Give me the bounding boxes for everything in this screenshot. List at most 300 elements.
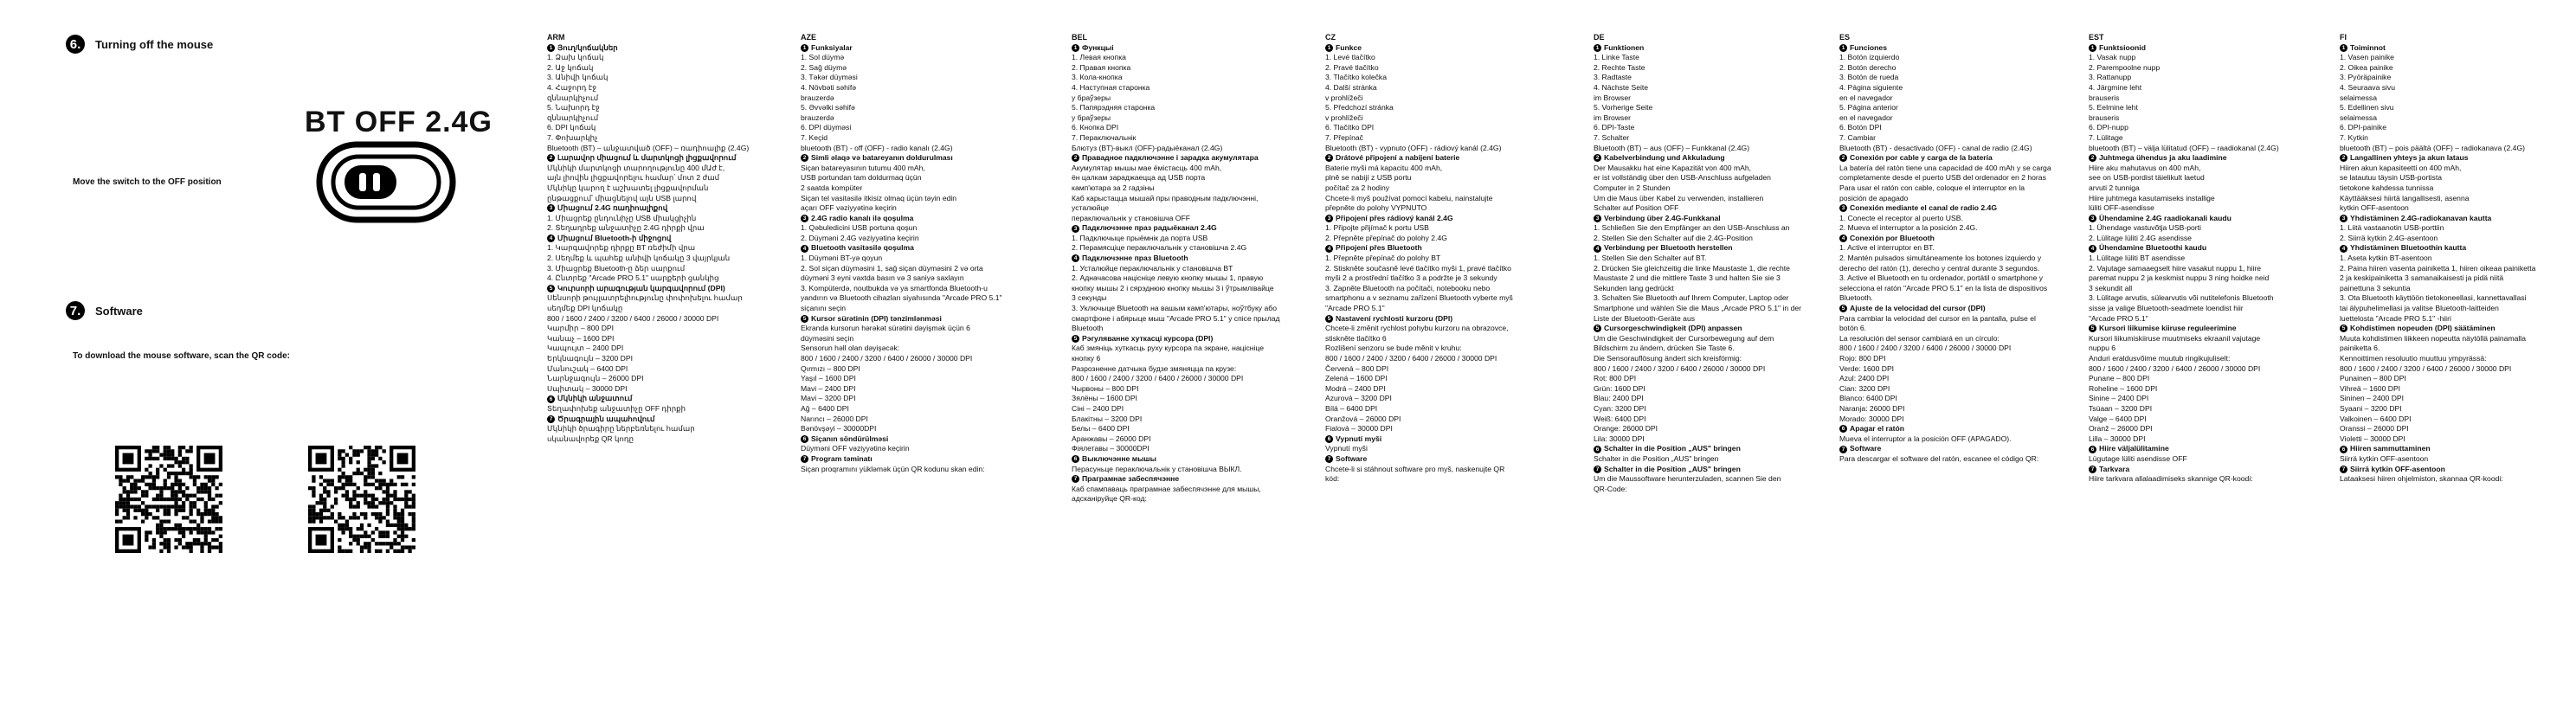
line-text: 6. DPI-painike [2340, 123, 2386, 132]
text-line [2089, 424, 2314, 434]
text-line [2340, 264, 2565, 274]
step-number: 5 [1325, 315, 1333, 323]
step-number: 3 [547, 204, 555, 212]
text-line [2340, 93, 2565, 104]
line-text: Ühendamine Bluetoothi kaudu [2099, 243, 2207, 253]
text-line [547, 164, 772, 174]
section-heading [801, 153, 1026, 164]
line-text: Bluetooth vasitəsilə qoşulma [811, 243, 914, 253]
line-text: Azul: 2400 DPI [1839, 374, 1890, 383]
text-line [2340, 73, 2565, 83]
line-text: Функцыі [1082, 42, 1114, 52]
text-line [1839, 334, 2064, 344]
line-text: 2. Mueva el interruptor a la posición 2.4G. [1839, 223, 1978, 233]
text-line [1072, 293, 1297, 304]
line-text: Verbindung per Bluetooth herstellen [1604, 243, 1733, 253]
line-text: luettelosta "Arcade PRO 5.1" -hiiri [2340, 313, 2451, 323]
text-line [1072, 273, 1297, 284]
line-text: Die Sensorauflösung ändert sich kreisförmig: [1594, 354, 1742, 363]
line-text: 7. Cambiar [1839, 132, 1877, 142]
text-line [1839, 324, 2064, 334]
language-code: DE [1594, 33, 1605, 42]
text-line [547, 113, 772, 124]
line-text: 1. Düyməni BT-yə qoyun [801, 254, 883, 263]
line-text: 2. Адначасова націсніце левую кнопку мышы 1, правую [1072, 273, 1264, 283]
text-line [1072, 113, 1297, 124]
text-line [547, 264, 772, 274]
text-line [2089, 374, 2314, 384]
text-line [1594, 133, 1819, 144]
line-text: siçanını seçin [801, 304, 847, 313]
line-text: Hiire tarkvara allalaadimiseks skannige QR-koodi: [2089, 474, 2253, 484]
line-text: 800 / 1600 / 2400 / 3200 / 6400 / 26000 / 30000 DPI [2340, 363, 2512, 373]
line-text: 1. Linke Taste [1594, 53, 1639, 62]
text-line [1594, 474, 1819, 485]
text-line [1325, 273, 1550, 284]
line-text: кнопку мышы 2 і сярэднюю кнопку мышы 3 і ўтрымлівайце [1072, 283, 1274, 292]
line-text: Bluetooth (BT) – aus (OFF) – Funkkanal (2.4G) [1594, 143, 1750, 152]
line-text: Computer in 2 Stunden [1594, 183, 1671, 192]
text-line [801, 103, 1026, 113]
line-text: 7. Přepínač [1325, 132, 1363, 142]
line-text: Fialová – 30000 DPI [1325, 424, 1393, 434]
text-line [2089, 434, 2314, 445]
line-text: Siirrä kytkin OFF-asentoon [2340, 453, 2429, 463]
text-line [1839, 293, 2064, 304]
text-line [801, 63, 1026, 74]
text-line [2340, 414, 2565, 425]
line-text: lüliti OFF-asendisse [2089, 203, 2154, 213]
text-line [1325, 173, 1550, 183]
line-text: Juhtmega ühendus ja aku laadimine [2099, 153, 2227, 163]
text-line [2340, 203, 2565, 214]
line-text: Smartphone und wählen Sie die Maus „Arcade PRO 5.1" in der [1594, 304, 1801, 313]
section-heading [1325, 434, 1550, 445]
text-line [1072, 485, 1297, 495]
text-line [1839, 364, 2064, 375]
step-number: 7 [801, 455, 808, 463]
section-heading [2089, 243, 2314, 254]
line-text: Միացում Bluetooth-ի միջոցով [557, 233, 672, 242]
text-line [1594, 344, 1819, 354]
text-line [1839, 344, 2064, 354]
text-line [547, 223, 772, 234]
text-line [1325, 444, 1550, 454]
text-line [1072, 344, 1297, 354]
line-text: Նարնջագույն – 26000 DPI [547, 374, 644, 383]
line-text: кнопку 6 [1072, 354, 1101, 363]
line-text: 3. Кола-кнопка [1072, 73, 1123, 82]
step-number: 5 [2340, 324, 2347, 332]
language-column-cz [1325, 33, 1550, 485]
line-text: düyməsini seçin [801, 333, 854, 343]
line-text: 1. Stellen Sie den Schalter auf BT. [1594, 254, 1707, 263]
line-text: այն լիովին լիցքավորելու համար՝ մոտ 2 ժամ [547, 173, 720, 183]
line-text: Schalter in die Position „AUS" bringen [1594, 453, 1719, 463]
line-text: v prohlížeči [1325, 93, 1363, 102]
section-heading [547, 234, 772, 244]
line-text: Մկնիկի անջատում [557, 394, 633, 403]
line-text: смартфоне і абярыце мыш "Arcade PRO 5.1" у спісе прылад [1072, 313, 1280, 323]
line-text: er ist vollständig über den USB-Anschluss aufgeladen [1594, 173, 1771, 183]
line-text: 5. Edellinen sivu [2340, 103, 2394, 112]
text-line [1594, 103, 1819, 113]
text-line [547, 133, 772, 144]
line-text: Կանաչ – 1600 DPI [547, 333, 615, 343]
line-text: Conexión mediante el canal de radio 2.4G [1850, 203, 1998, 213]
text-line [1072, 284, 1297, 294]
text-line [1594, 113, 1819, 124]
line-text: 1. Lülitage lüliti BT asendisse [2089, 254, 2186, 263]
line-text: Чырвоны – 800 DPI [1072, 383, 1139, 393]
line-text: камп'ютара за 2 гадзіны [1072, 183, 1155, 192]
line-text: 800 / 1600 / 2400 / 3200 / 6400 / 26000 / 30000 DPI [2089, 363, 2261, 373]
line-text: Կուրսորի արագության կարգավորում (DPI) [557, 283, 725, 292]
language-column-est [2089, 33, 2314, 485]
line-text: 2. Paina hiiren vasenta painiketta 1, hiiren oikeaa painiketta [2340, 263, 2536, 273]
text-line [547, 254, 772, 264]
line-text: 3. Rattanupp [2089, 73, 2132, 82]
step-number: 7 [547, 415, 555, 423]
line-text: Cyan: 3200 DPI [1594, 403, 1646, 413]
line-text: 3. Zapněte Bluetooth na počítači, notebooku nebo [1325, 283, 1491, 292]
text-line [1325, 374, 1550, 384]
line-text: Funksiyalar [811, 42, 853, 52]
line-text: Oranž – 26000 DPI [2089, 424, 2153, 434]
line-text: 2. Տեղադրեք անջատիչը 2.4G դիրքի վրա [547, 223, 705, 233]
text-line [1325, 384, 1550, 395]
text-line [1839, 273, 2064, 284]
line-text: přepněte do polohy VYPNUTO [1325, 203, 1427, 213]
text-line [801, 284, 1026, 294]
step-number: 7 [1325, 455, 1333, 463]
line-text: 3. Միացրեք Bluetooth-ը ձեր սարքում [547, 263, 686, 273]
text-line [801, 164, 1026, 174]
language-column-arm [547, 33, 772, 444]
line-text: Software [1850, 444, 1882, 453]
line-text: 1. Vasen painike [2340, 53, 2394, 62]
line-text: 1. Schließen Sie den Empfänger an den USB-Anschluss an [1594, 223, 1790, 233]
line-text: ընթացքում՝ միացնելով այն USB լարով [547, 193, 697, 202]
step-number: 7 [1839, 446, 1847, 453]
step-number: 3 [1072, 225, 1079, 233]
text-line [801, 424, 1026, 434]
line-text: Drátové připojení a nabíjení baterie [1336, 153, 1460, 163]
text-line [801, 173, 1026, 183]
line-text: 2. Siirrä kytkin 2.4G-asentoon [2340, 233, 2438, 242]
line-text: пераключальнік у становішча OFF [1072, 213, 1190, 222]
line-text: Правадное падключэнне і зарадка акумулятара [1082, 153, 1259, 163]
line-text: Каб змяніць хуткасць руху курсора па экране, націсніце [1072, 344, 1265, 353]
text-line [1594, 334, 1819, 344]
line-text: Cursorgeschwindigkeit (DPI) anpassen [1604, 324, 1742, 333]
text-line [1072, 394, 1297, 404]
text-line [1839, 434, 2064, 445]
line-text: Разрозненне датчыка будзе змяняцца па крузе: [1072, 363, 1237, 373]
text-line [1839, 164, 2064, 174]
text-line [1839, 374, 2064, 384]
line-text: Սպիտակ – 30000 DPI [547, 383, 628, 393]
text-line [1594, 223, 1819, 234]
text-line [2089, 284, 2314, 294]
line-text: адсканіруйце QR-код: [1072, 494, 1147, 504]
text-line [1325, 284, 1550, 294]
line-text: 1. Qəbuledicini USB portuna qoşun [801, 223, 918, 233]
text-line [547, 243, 772, 254]
text-line [1072, 414, 1297, 425]
step-number: 3 [1325, 215, 1333, 222]
line-text: Maustaste 2 und die mittlere Taste 3 und halten Sie sie 3 [1594, 273, 1781, 283]
line-text: Připojení přes Bluetooth [1336, 243, 1422, 253]
text-line [1325, 203, 1550, 214]
line-text: kytkin OFF-asentoon [2340, 203, 2409, 213]
line-text: Der Mausakku hat eine Kapazität von 400 mAh, [1594, 163, 1752, 172]
language-code: AZE [801, 33, 816, 42]
section-heading [801, 214, 1026, 224]
text-line [1325, 293, 1550, 304]
text-line [1594, 304, 1819, 314]
text-line [1594, 164, 1819, 174]
text-line [1072, 243, 1297, 254]
text-line [1839, 264, 2064, 274]
line-text: Kursor sürətinin (DPI) tənzimlənməsi [811, 313, 942, 323]
line-text: Apagar el ratón [1850, 424, 1905, 434]
line-text: Kursori liikumise kiiruse reguleerimine [2099, 324, 2237, 333]
text-line [1839, 73, 2064, 83]
line-text: Siçan batareyasının tutumu 400 mAh, [801, 163, 925, 172]
text-line [801, 203, 1026, 214]
text-line [1072, 103, 1297, 113]
section-heading [1072, 454, 1297, 465]
line-text: у браўзеры [1072, 112, 1111, 122]
text-line [1325, 93, 1550, 104]
section-heading [2089, 465, 2314, 475]
line-text: düyməni 3 eyni vaxtda basın və 3 saniyə saxlayın [801, 273, 964, 283]
step-number: 1 [1839, 44, 1847, 52]
line-text: Funciones [1850, 42, 1887, 52]
text-line [801, 113, 1026, 124]
line-text: 800 / 1600 / 2400 / 3200 / 6400 / 26000 / 30000 DPI [1839, 344, 2012, 353]
line-text: 2. Sol siçan düyməsini 1, sağ siçan düyməsini 2 və orta [801, 263, 983, 273]
text-line [2089, 183, 2314, 194]
line-text: 6. Tlačítko DPI [1325, 123, 1375, 132]
line-text: Аранжавы – 26000 DPI [1072, 434, 1151, 443]
qr-code-icon[interactable] [308, 446, 415, 553]
step-number: 4 [1325, 245, 1333, 253]
text-line [2340, 63, 2565, 74]
text-line [547, 344, 772, 354]
text-line [2089, 334, 2314, 344]
line-text: Vypnutí myši [1336, 434, 1382, 443]
line-text: myši 2 a prostřední tlačítko 3 a podržte je 3 sekundy [1325, 273, 1497, 283]
text-line [1839, 354, 2064, 364]
section-heading [1594, 444, 1819, 454]
text-line [1072, 144, 1297, 154]
text-line [2340, 344, 2565, 354]
line-text: 2. Oikea painike [2340, 62, 2393, 72]
section-heading [1325, 214, 1550, 224]
section-heading [1325, 153, 1550, 164]
line-text: 4. Հաջորդ էջ [547, 82, 597, 92]
text-line [1072, 234, 1297, 244]
line-text: Schalter in die Position „AUS" bringen [1604, 444, 1741, 453]
text-line [2340, 474, 2565, 485]
qr-code-icon[interactable] [115, 446, 222, 553]
text-line [1839, 144, 2064, 154]
step-number: 3 [801, 215, 808, 222]
line-text: açarı OFF vəziyyətinə keçirin [801, 203, 897, 213]
line-text: Сіні – 2400 DPI [1072, 403, 1124, 413]
line-text: 7. Փոխարկիչ [547, 132, 598, 142]
step-number: 2 [1594, 154, 1601, 162]
text-line [1072, 314, 1297, 324]
line-text: 2. Botón derecho [1839, 62, 1897, 72]
section-heading [1325, 43, 1550, 54]
text-line [2340, 164, 2565, 174]
line-text: 1. Sol düymə [801, 53, 845, 62]
line-text: 7. Schalter [1594, 132, 1630, 142]
line-text: see on USB-pordist täielikult laetud [2089, 173, 2205, 183]
text-line [1839, 384, 2064, 395]
section-7-instruction: To download the mouse software, scan the QR code: [73, 351, 290, 361]
step-number: 7 [1594, 466, 1601, 473]
section-6-heading [66, 35, 213, 54]
line-text: arvuti 2 tunniga [2089, 183, 2140, 192]
text-line [801, 123, 1026, 133]
text-line [1072, 434, 1297, 445]
line-text: 3. Уключыце Bluetooth на вашым камп'ютары, ноўтбуку або [1072, 304, 1277, 313]
line-text: QR-Code: [1594, 484, 1627, 493]
language-code: ARM [547, 33, 565, 42]
section-heading [2340, 324, 2565, 334]
language-code: FI [2340, 33, 2347, 42]
text-line [2089, 293, 2314, 304]
step-number: 1 [2340, 44, 2347, 52]
text-line [801, 293, 1026, 304]
line-text: Azurová – 3200 DPI [1325, 394, 1392, 403]
section-heading [2089, 43, 2314, 54]
text-line [547, 404, 772, 414]
line-text: USB portundan tam doldurmaq üçün [801, 173, 922, 183]
line-text: 2. Stiskněte současně levé tlačítko myši 1, pravé tlačítko [1325, 263, 1511, 273]
language-code: ES [1839, 33, 1851, 42]
line-text: 1. Připojte přijímač k portu USB [1325, 223, 1429, 233]
text-line [2340, 424, 2565, 434]
line-text: Para cambiar la velocidad del cursor en la pantalla, pulse el [1839, 313, 2036, 323]
text-line [2089, 273, 2314, 284]
text-line [1325, 234, 1550, 244]
step-number: 5 [1072, 335, 1079, 343]
line-text: Rot: 800 DPI [1594, 374, 1637, 383]
text-line [547, 123, 772, 133]
line-text: Cian: 3200 DPI [1839, 383, 1890, 393]
text-line [1072, 364, 1297, 375]
section-heading [801, 43, 1026, 54]
section-heading [1594, 465, 1819, 475]
line-text: Morado: 30000 DPI [1839, 414, 1904, 423]
line-text: Bluetooth (BT) – անջատված (OFF) – ռադիոալիք (2.4G) [547, 143, 750, 152]
line-text: "Arcade PRO 5.1" [2089, 313, 2148, 323]
text-line [547, 53, 772, 63]
line-text: Yhdistäminen 2.4G-radiokanavan kautta [2350, 213, 2492, 222]
line-text: Կարմիր – 800 DPI [547, 324, 615, 333]
text-line [1325, 414, 1550, 425]
text-line [1325, 164, 1550, 174]
text-line [1325, 465, 1550, 475]
line-text: 2. Правая кнопка [1072, 62, 1131, 72]
text-line [1594, 424, 1819, 434]
text-line [801, 364, 1026, 375]
step-number: 7 [2089, 466, 2096, 473]
line-text: Выключэнне мышы [1082, 453, 1156, 463]
text-line [801, 254, 1026, 264]
text-line [1594, 53, 1819, 63]
line-text: en el navegador [1839, 93, 1893, 102]
line-text: 6. Кнопка DPI [1072, 123, 1119, 132]
line-text: Naranja: 26000 DPI [1839, 403, 1905, 413]
text-line [1325, 424, 1550, 434]
text-line [2340, 334, 2565, 344]
text-line [1072, 194, 1297, 204]
line-text: Lügutage lüliti asendisse OFF [2089, 453, 2187, 463]
text-line [1839, 63, 2064, 74]
line-text: completamente desde el puerto USB del ordenador en 2 horas [1839, 173, 2046, 183]
step-number: 4 [547, 235, 555, 242]
line-text: Conexión por Bluetooth [1850, 233, 1935, 242]
text-line [1839, 113, 2064, 124]
text-line [1839, 223, 2064, 234]
line-text: 3. Radtaste [1594, 73, 1632, 82]
text-line [2089, 474, 2314, 485]
text-line [1594, 414, 1819, 425]
line-text: Kennoittimen resoluutio muuttuu ympyrässä: [2340, 354, 2487, 363]
line-text: Միացում 2.4G ռադիոալիքով [557, 203, 668, 213]
text-line [1072, 183, 1297, 194]
section-heading [1072, 153, 1297, 164]
section-heading [1839, 43, 2064, 54]
section-heading [2089, 214, 2314, 224]
line-text: Připojení přes rádiový kanál 2.4G [1336, 213, 1453, 222]
line-text: Ağ – 6400 DPI [801, 403, 849, 413]
text-line [801, 93, 1026, 104]
line-text: bluetooth (BT) – pois päältä (OFF) – radiokanava (2.4G) [2340, 143, 2525, 152]
language-column-de [1594, 33, 1819, 494]
line-text: Siçan proqramını yükləmək üçün QR kodunu skan edin: [801, 464, 985, 473]
text-line [1325, 344, 1550, 354]
line-text: Muuta kohdistimen liikkeen nopeutta näytöllä painamalla [2340, 333, 2526, 343]
step-number: 4 [2340, 245, 2347, 253]
text-line [1072, 384, 1297, 395]
text-line [2340, 103, 2565, 113]
line-text: La batería del ratón tiene una capacidad de 400 mAh y se carga [1839, 163, 2051, 172]
text-line [1072, 424, 1297, 434]
text-line [1325, 144, 1550, 154]
text-line [1072, 374, 1297, 384]
line-text: Vihreä – 1600 DPI [2340, 383, 2401, 393]
line-text: զննարկիչում [547, 112, 599, 122]
text-line [2340, 273, 2565, 284]
line-text: 2. Rechte Taste [1594, 62, 1645, 72]
text-line [2089, 354, 2314, 364]
line-text: Каб спампаваць праграмнае забеспячэнне для мышы, [1072, 484, 1261, 493]
line-text: Hiiren akun kapasiteetti on 400 mAh, [2340, 163, 2462, 172]
section-heading [2340, 43, 2565, 54]
line-text: Valge – 6400 DPI [2089, 414, 2147, 423]
line-text: Մանուշակ – 6400 DPI [547, 363, 628, 373]
line-text: Düyməni OFF vəziyyətinə keçirin [801, 444, 910, 453]
step-number: 4 [2089, 245, 2096, 253]
text-line [2340, 254, 2565, 264]
